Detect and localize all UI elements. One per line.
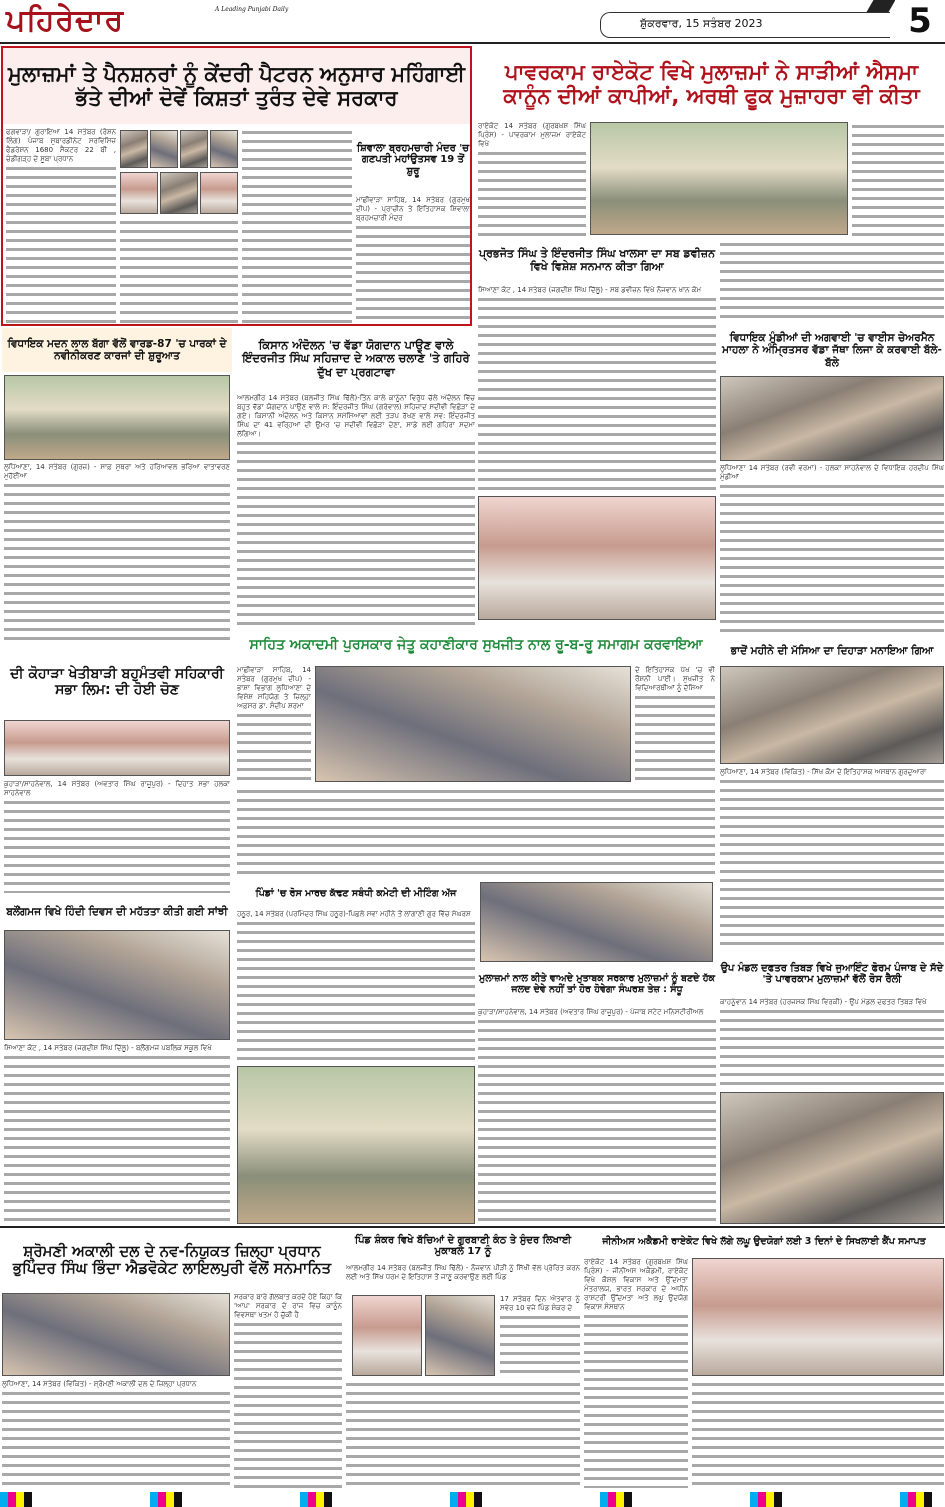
lead: ਲੁਧਿਆਣਾ, 14 ਸਤੰਬਰ (ਵਿਕਿਤ) - ਸਿੱਖ ਕੌਮ ਦੇ ਇਤਿਹਾਸਕ ਅਸਥਾਨ ਗੁਰਦੁਆਰਾ <box>720 768 944 777</box>
article-body <box>478 1008 716 1224</box>
lead: ਲੁਧਿਆਣਾ, 14 ਸਤੰਬਰ (ਵਿਕਿਤ) - ਸ਼੍ਰੋਮਣੀ ਅਕਾਲੀ ਦਲ ਦੇ ਜ਼ਿਲ੍ਹਾ ਪ੍ਰਧਾਨ <box>2 1380 230 1389</box>
lead: ਰਾਏਕੋਟ 14 ਸਤੰਬਰ (ਗੁਰਬਖ਼ਸ਼ ਸਿੰਘ ਪ੍ਰਿੰਸ) - ਪਾਵਰਕਾਮ ਮੁਲਾਜ਼ਮ ਰਾਏਕੋਟ ਵਿਖੇ <box>478 122 586 148</box>
date: ਸ਼ੁੱਕਰਵਾਰ, 15 ਸਤੰਬਰ 2023 <box>640 17 763 30</box>
portrait-photo <box>160 172 198 214</box>
headline: ਦੀ ਕੋਹਾੜਾ ਖੇਤੀਬਾੜੀ ਬਹੁਮੰਤਵੀ ਸਹਿਕਾਰੀ ਸਭਾ ਲਿਮ: ਦੀ ਹੋਈ ਚੋਣ <box>10 665 224 698</box>
divider <box>0 1226 945 1228</box>
article-body <box>346 1380 580 1488</box>
headline: ਮੁਲਾਜ਼ਮਾਂ ਤੇ ਪੈਨਸ਼ਨਰਾਂ ਨੂੰ ਕੇਂਦਰੀ ਪੈਟਰਨ ਅਨੁਸਾਰ ਮਹਿੰਗਾਈ ਭੱਤੇ ਦੀਆਂ ਦੋਵੇਂ ਕਿਸ਼ਤਾਂ ਤੁਰੰਤ ਦੇਵੇ ਸਰਕਾਰ <box>3 48 470 124</box>
portrait-photo <box>210 130 238 168</box>
article-body <box>4 1044 230 1224</box>
headline: ਉਪ ਮੰਡਲ ਦਫਤਰ ਤਿਬੜ ਵਿਖੇ ਜੁਆਇੰਟ ਫੋਰਮ ਪੰਜਾਬ ਦੇ ਸੱਦੇ 'ਤੇ ਪਾਵਰਕਾਮ ਮੁਲਾਜ਼ਮਾਂ ਵੱਲੋਂ ਰੋਸ ਰੈਲੀ <box>720 962 944 985</box>
lead: ਆਲਮਗੀਰ 14 ਸਤੰਬਰ (ਬਲਜੀਤ ਸਿੰਘ ਢਿੱਲੋਂ) - ਨੌਜਵਾਨ ਪੀੜੀ ਨੂੰ ਸਿੱਖੀ ਵੱਲ ਪ੍ਰੇਰਿਤ ਕਰਨ ਲਈ ਅਤੇ ਸਿੱਖ ਧਰਮ ਦੇ ਇਤਿਹਾਸ ਤੋਂ ਜਾਣੂ ਕਰਵਾਉਣ ਲਈ ਪਿੰਡ <box>346 1264 580 1281</box>
lead: ਕਾਹਨੂੰਵਾਨ 14 ਸਤੰਬਰ (ਹਰਜਸਕ ਸਿੰਘ ਵਿਰਕੀ) - ਉਪ ਮੰਡਲ ਦਫਤਰ ਤਿਬੜ ਵਿਖੇ <box>720 998 944 1007</box>
honour-photo <box>2 1293 230 1376</box>
award-photo <box>478 496 716 620</box>
article-body <box>237 910 475 1062</box>
headline: ਸ਼੍ਰੋਮਣੀ ਅਕਾਲੀ ਦਲ ਦੇ ਨਵ-ਨਿਯੁਕਤ ਜ਼ਿਲ੍ਹਾ ਪ੍ਰਧਾਨ ਭੁਪਿੰਦਰ ਸਿੰਘ ਭਿੰਦਾ ਐਡਵੋਕੇਟ ਲਾਇਲਪੁਰੀ ਵੱਲੋਂ ਸਨਮਾਨਿਤ <box>12 1241 332 1277</box>
gurdwara-photo <box>720 666 944 764</box>
article-body <box>2 1380 230 1488</box>
tagline: A Leading Punjabi Daily <box>215 6 289 13</box>
article-body <box>6 128 116 323</box>
article-body <box>720 998 944 1088</box>
headline: ਬਲੌਂਗਮਜ ਵਿਖੇ ਹਿੰਦੀ ਦਿਵਸ ਦੀ ਮਹੱਤਤਾ ਕੀਤੀ ਗਈ ਸਾਂਝੀ <box>6 906 228 919</box>
training-camp-photo <box>692 1258 944 1376</box>
portrait-photo <box>120 130 148 168</box>
lead: ਸਿਆਣਾ ਕੋਟ , 14 ਸਤੰਬਰ (ਜਗਦੀਸ਼ ਸਿੰਘ ਦਿੱਲੂ) - ਬਲੌਂਗਮਜ ਪਬਲਿਕ ਸਕੂਲ ਵਿਖੇ <box>4 1044 230 1053</box>
article-body <box>720 768 944 948</box>
school-photo <box>4 930 230 1040</box>
lead: ਫਗਵਾੜਾ/ ਗੁਰਾਇਆ 14 ਸਤੰਬਰ (ਰੋਸ਼ਨ ਲਿੰਗ) ਪੰਜਾਬ ਸੁਬਾਰਡੀਨੇਟ ਸਰਵਿਸਿਜ਼ ਫੈਡਰੇਸ਼ਨ 1680 ਸੈਕਟਰ 22 ਬੀ , ਚੰਡੀਗੜ੍ਹ ਦੇ ਸੂਬਾ ਪ੍ਰਧਾਨ <box>6 128 116 163</box>
article-body <box>852 122 944 237</box>
sub-headline: ਸ਼ਿਵਾਲਾ ਬ੍ਰਹਮਚਾਰੀ ਮੰਦਰ 'ਚ ਗਣਪਤੀ ਮਹਾਂਉਤਸਵ 19 ਤੋਂ ਸ਼ੁਰੂ <box>356 142 470 177</box>
lead: ਸਰਕਾਰ ਬਾਰੇ ਗੱਲਬਾਤ ਕਰਦੇ ਹੋਏ ਕਿਹਾ ਕਿ 'ਆਪ' ਸਰਕਾਰ ਦੇ ਰਾਜ ਵਿਚ ਕਾਨੂੰਨ ਵਿਵਸਥਾ ਖਤਮ ਹੋ ਚੁੱਕੀ ਹੈ <box>234 1293 342 1319</box>
protest-photo <box>590 122 848 235</box>
farmers-meeting-photo <box>237 1066 475 1224</box>
park-photo <box>4 375 230 460</box>
lead: ਆਲਮਗੀਰ 14 ਸਤੰਬਰ (ਬਲਜੀਤ ਸਿੰਘ ਢਿੱਲੋਂ)-ਤਿੰਨ ਕਾਲੇ ਕਾਨੂੰਨਾਂ ਵਿਰੁੱਧ ਚੱਲੇ ਅੰਦੋਲਨ ਵਿੱਚ ਬਹੁਤ ਵੱਡਾ ਯੋਗਦਾਨ ਪਾਉਣ ਵਾਲੇ ਸ: ਇੰਦਰਜੀਤ ਸਿੰਘ (ਗਰੇਵਾਲ) ਸਹਿਜ਼ਾਦ ਸਦੀਵੀ ਵਿਛੋੜਾ ਦੇ ਗਏ। ਕਿਸਾਨੀ ਅੰਦੋਲਨ ਅਤੇ ਕਿਸਾਨ ਸਮੱਸਿਆਵਾਂ ਲਈ ਤੜਪ ਰੱਖਣ ਵਾਲੇ ਸਵ: ਇੰਦਰਜੀਤ ਸਿੰਘ ਦਾ 41 ਵਰ੍ਹਿਆਂ ਦੀ ਉਮਰ 'ਚ ਸਦੀਵੀ ਵਿਛੋੜਾ ਦੇਣਾ, ਸਾਡੇ ਲਈ ਗਹਿਰਾ ਸਦਮਾ ਲੱਗਿਆ। <box>237 394 475 438</box>
article-body <box>237 666 311 784</box>
lead: ਮਾਛੀਵਾੜਾ ਸਾਹਿਬ, 14 ਸਤੰਬਰ (ਗੁਰਮੁਖ ਦੀਪ) - ਭਾਸ਼ਾ ਵਿਭਾਗ ਲੁਧਿਆਣਾ ਦੇ ਵਿਸ਼ੇਸ਼ ਸਹਿਯੋਗ ਤੇ ਜ਼ਿਲ੍ਹਾ ਅਫ਼ਸਰ ਡਾ. ਸੰਦੀਪ ਸ਼ਰਮਾ <box>237 666 311 710</box>
employees-photo <box>480 882 713 962</box>
masthead <box>0 0 945 44</box>
lead: ਸਿਆਣਾ ਕੋਟ , 14 ਸਤੰਬਰ (ਜਗਦੀਸ਼ ਸਿੰਘ ਦਿੱਲੂ) - ਸਬ ਡਵੀਜ਼ਨ ਵਿਖੇ ਨੌਜਵਾਨ ਖਾਨ ਕੋਮ <box>478 286 716 295</box>
headline: ਪ੍ਰਭਜੋਤ ਸਿੰਘ ਤੇ ਇੰਦਰਜੀਤ ਸਿੰਘ ਖਾਲਸਾ ਦਾ ਸਬ ਡਵੀਜ਼ਨ ਵਿਖੇ ਵਿਸ਼ੇਸ਼ ਸਨਮਾਨ ਕੀਤਾ ਗਿਆ <box>479 247 715 273</box>
headline: ਪਿੰਡਾਂ 'ਚ ਰੋਸ ਮਾਰਚ ਕੱਢਣ ਸਬੰਧੀ ਕਮੇਟੀ ਦੀ ਮੀਟਿੰਗ ਅੱਜ <box>255 888 457 900</box>
article-body <box>237 394 475 627</box>
print-color-bar <box>0 1492 945 1507</box>
headline: ਕਿਸਾਨ ਅੰਦੋਲਨ 'ਚ ਵੱਡਾ ਯੋਗਦਾਨ ਪਾਉਣ ਵਾਲੇ ਇੰਦਰਜੀਤ ਸਿੰਘ ਸਹਿਜ਼ਾਦ ਦੇ ਅਕਾਲ ਚਲਾਣੇ 'ਤੇ ਗਹਿਰੇ ਦੁੱਖ ਦਾ ਪ੍ਰਗਟਾਵਾ <box>242 338 470 379</box>
jatha-photo <box>720 376 944 461</box>
portrait-photo <box>352 1295 422 1376</box>
page-number: 5 <box>895 0 945 42</box>
lead: 17 ਸਤੰਬਰ ਦਿਨ ਐਤਵਾਰ ਨੂੰ ਸਵੇਰ 10 ਵਜੇ ਪਿੰਡ ਸ਼ੰਕਰ ਦੇ <box>500 1295 580 1312</box>
portrait-photo <box>120 172 158 214</box>
headline: ਵਿਧਾਇਕ ਮੁੰਡੀਆਂ ਦੀ ਅਗਵਾਈ 'ਚ ਵਾਈਸ ਚੇਅਰਮੈਨ ਮਾਹਲਾ ਨੇ ਅੰਮ੍ਰਿਤਸਰ ਵੱਡਾ ਜੱਥਾ ਲਿਜਾ ਕੇ ਕਰਵਾਈ ਬੱਲੇ-ਬੱਲੇ <box>722 332 942 369</box>
article-body <box>720 240 944 322</box>
article-body <box>242 128 352 323</box>
article-body <box>346 1264 580 1292</box>
article-body <box>720 464 944 636</box>
portrait-photo <box>180 130 208 168</box>
headline: ਵਿਧਾਇਕ ਮਦਨ ਲਾਲ ਬੱਗਾ ਵੱਲੋਂ ਵਾਰਡ-87 'ਚ ਪਾਰਕਾਂ ਦੇ ਨਵੀਨੀਕਰਣ ਕਾਰਜਾਂ ਦੀ ਸ਼ੁਰੂਆਤ <box>2 328 232 372</box>
headline: ਪਿੰਡ ਸ਼ੰਕਰ ਵਿਖੇ ਬੱਚਿਆਂ ਦੇ ਗੁਰਬਾਣੀ ਕੰਠ ਤੇ ਸੁੰਦਰ ਲਿਖਾਈ ਮੁਕਾਬਲੇ 17 ਨੂੰ <box>354 1234 572 1257</box>
lead: ਰਾਏਕੋਟ 14 ਸਤੰਬਰ (ਗੁਰਬਖ਼ਸ਼ ਸਿੰਘ ਪ੍ਰਿੰਸ) - ਜੀਨੀਅਸ ਅਕੈਡਮੀ, ਰਾਏਕੋਟ ਵਿਖੇ ਕੌਸ਼ਲ ਵਿਕਾਸ ਅਤੇ ਉੱਦਮਤਾ ਮੰਤਰਾਲਯ, ਭਾਰਤ ਸਰਕਾਰ ਦੇ ਅਧੀਨ ਰਾਸ਼ਟਰੀ ਉੱਦਮਤਾ ਅਤੇ ਲਘੂ ਉਦਯੋਗ ਵਿਕਾਸ ਸੰਸਥਾਨ <box>584 1258 688 1311</box>
headline: ਭਾਦੋਂ ਮਹੀਨੇ ਦੀ ਮੱਸਿਆ ਦਾ ਦਿਹਾੜਾ ਮਨਾਇਆ ਗਿਆ <box>730 644 934 657</box>
portrait-photo <box>425 1295 495 1376</box>
article-body <box>692 1380 944 1488</box>
lead: ਦੇ ਇਤਿਹਾਸਕ ਪੱਖ 'ਚ ਵੀ ਰੌਸ਼ਨੀ ਪਾਈ। ਸੁਖਜੀਤ ਨੇ ਵਿਦਿਆਰਥੀਆਂ ਨੂੰ ਦੱਸਿਆ <box>635 666 715 692</box>
headline: ਜੀਨੀਅਸ ਅਕੈਡਮੀ ਰਾਏਕੋਟ ਵਿਖੇ ਲੱਗੇ ਲਘੂ ਉਦਯੋਗਾਂ ਲਈ 3 ਦਿਨਾਂ ਦੇ ਸਿਖਲਾਈ ਕੈਂਪ ਸਮਾਪਤ <box>602 1235 926 1247</box>
lead: ਕੁਹਾੜਾ/ਸਾਹਨੇਵਾਲ, 14 ਸਤੰਬਰ (ਅਵਤਾਰ ਸਿੰਘ ਰਾਜੂਪੁਰ) - ਪੰਜਾਬ ਸਟੇਟ ਮਨਿਸਟੀਰੀਅਲ <box>478 1008 716 1017</box>
headline: ਸਾਹਿਤ ਅਕਾਦਮੀ ਪੁਰਸਕਾਰ ਜੇਤੂ ਕਹਾਣੀਕਾਰ ਸੁਖਜੀਤ ਨਾਲ ਰੂ-ਬ-ਰੂ ਸਮਾਗਮ ਕਰਵਾਇਆ <box>249 636 703 653</box>
article-body <box>120 218 238 323</box>
lead: ਕੁਹਾੜਾ/ਸਾਹਨੇਵਾਲ, 14 ਸਤੰਬਰ (ਅਵਤਾਰ ਸਿੰਘ ਰਾਜੂਪੁਰ) - ਦਿਹਾਤ ਸਭਾ ਹਲਕਾ ਸਾਹਨੇਵਾਲ <box>4 780 230 797</box>
rally-photo <box>720 1092 944 1224</box>
committee-photo <box>4 720 230 776</box>
article-body <box>584 1258 688 1488</box>
article-body <box>234 1293 342 1488</box>
lead: ਮਾਛੀਵਾੜਾ ਸਾਹਿਬ, 14 ਸਤੰਬਰ (ਗੁਰਮੁਖ ਦੀਪ) - ਪ੍ਰਾਚੀਨ ਤੇ ਇਤਿਹਾਸਕ ਸ਼ਿਵਾਲਾ ਬ੍ਰਹਮਚਾਰੀ ਮੰਦਰ <box>356 196 470 222</box>
article-body <box>500 1295 580 1376</box>
article-body <box>478 286 716 492</box>
portrait-photo <box>150 130 178 168</box>
header-tab <box>867 0 896 12</box>
article-body <box>356 196 470 323</box>
portrait-photo <box>200 172 238 214</box>
logo: ਪਹਿਰੇਦਾਰ <box>6 3 125 38</box>
lead: ਲੁਧਿਆਣਾ 14 ਸਤੰਬਰ (ਰਵੀ ਵਰਮਾ) - ਹਲਕਾ ਸਾਹਨੇਵਾਲ ਦੇ ਵਿਧਾਇਕ ਹਰਦੀਪ ਸਿੰਘ ਮੁੰਡੀਆਂ <box>720 464 944 481</box>
lead: ਹਠੂਰ, 14 ਸਤੰਬਰ (ਪਰਮਿੰਦਰ ਸਿੰਘ ਹਠੂਰ)-ਪਿਛਲੇ ਸਵਾ ਮਹੀਨੇ ਤੋਂ ਲਾਂਗਾਣੀ ਗੁਰ ਵਿੱਚ ਸੰਘਰਸ਼ <box>237 910 475 919</box>
article-body <box>478 122 586 237</box>
event-photo <box>315 666 631 782</box>
article-body <box>237 787 715 878</box>
headline: ਪਾਵਰਕਾਮ ਰਾਏਕੋਟ ਵਿਖੇ ਮੁਲਾਜ਼ਮਾਂ ਨੇ ਸਾੜੀਆਂ ਐਸਮਾ ਕਾਨੂੰਨ ਦੀਆਂ ਕਾਪੀਆਂ, ਅਰਥੀ ਫੂਕ ਮੁਜ਼ਾਹਰਾ ਵੀ ਕੀਤਾ <box>503 59 920 108</box>
article-body <box>635 666 715 784</box>
lead: ਲੁਧਿਆਣਾ, 14 ਸਤੰਬਰ (ਗੁਰਜ਼) - ਸਾਫ਼ ਸੁਥਰਾ ਅਤੇ ਹਰਿਆਵਲ ਭਰਿਆ ਵਾਤਾਵਰਣ ਮੁਹੱਈਆ <box>4 463 230 480</box>
article-body <box>4 463 230 643</box>
article-body <box>4 780 230 893</box>
headline: ਮੁਲਾਜ਼ਮਾਂ ਨਾਲ ਕੀਤੇ ਵਾਅਦੇ ਮੁਤਾਬਕ ਸਰਕਾਰ ਮੁਲਾਜ਼ਮਾਂ ਨੂੰ ਬਣਦੇ ਹੱਕ ਜਲਦ ਦੇਵੇ ਨਹੀਂ ਤਾਂ ਹੋਰ ਹੋਵੇਗਾ ਸੰਘਰਸ਼ ਤੇਜ਼ : ਸੰਧੂ <box>478 973 716 995</box>
